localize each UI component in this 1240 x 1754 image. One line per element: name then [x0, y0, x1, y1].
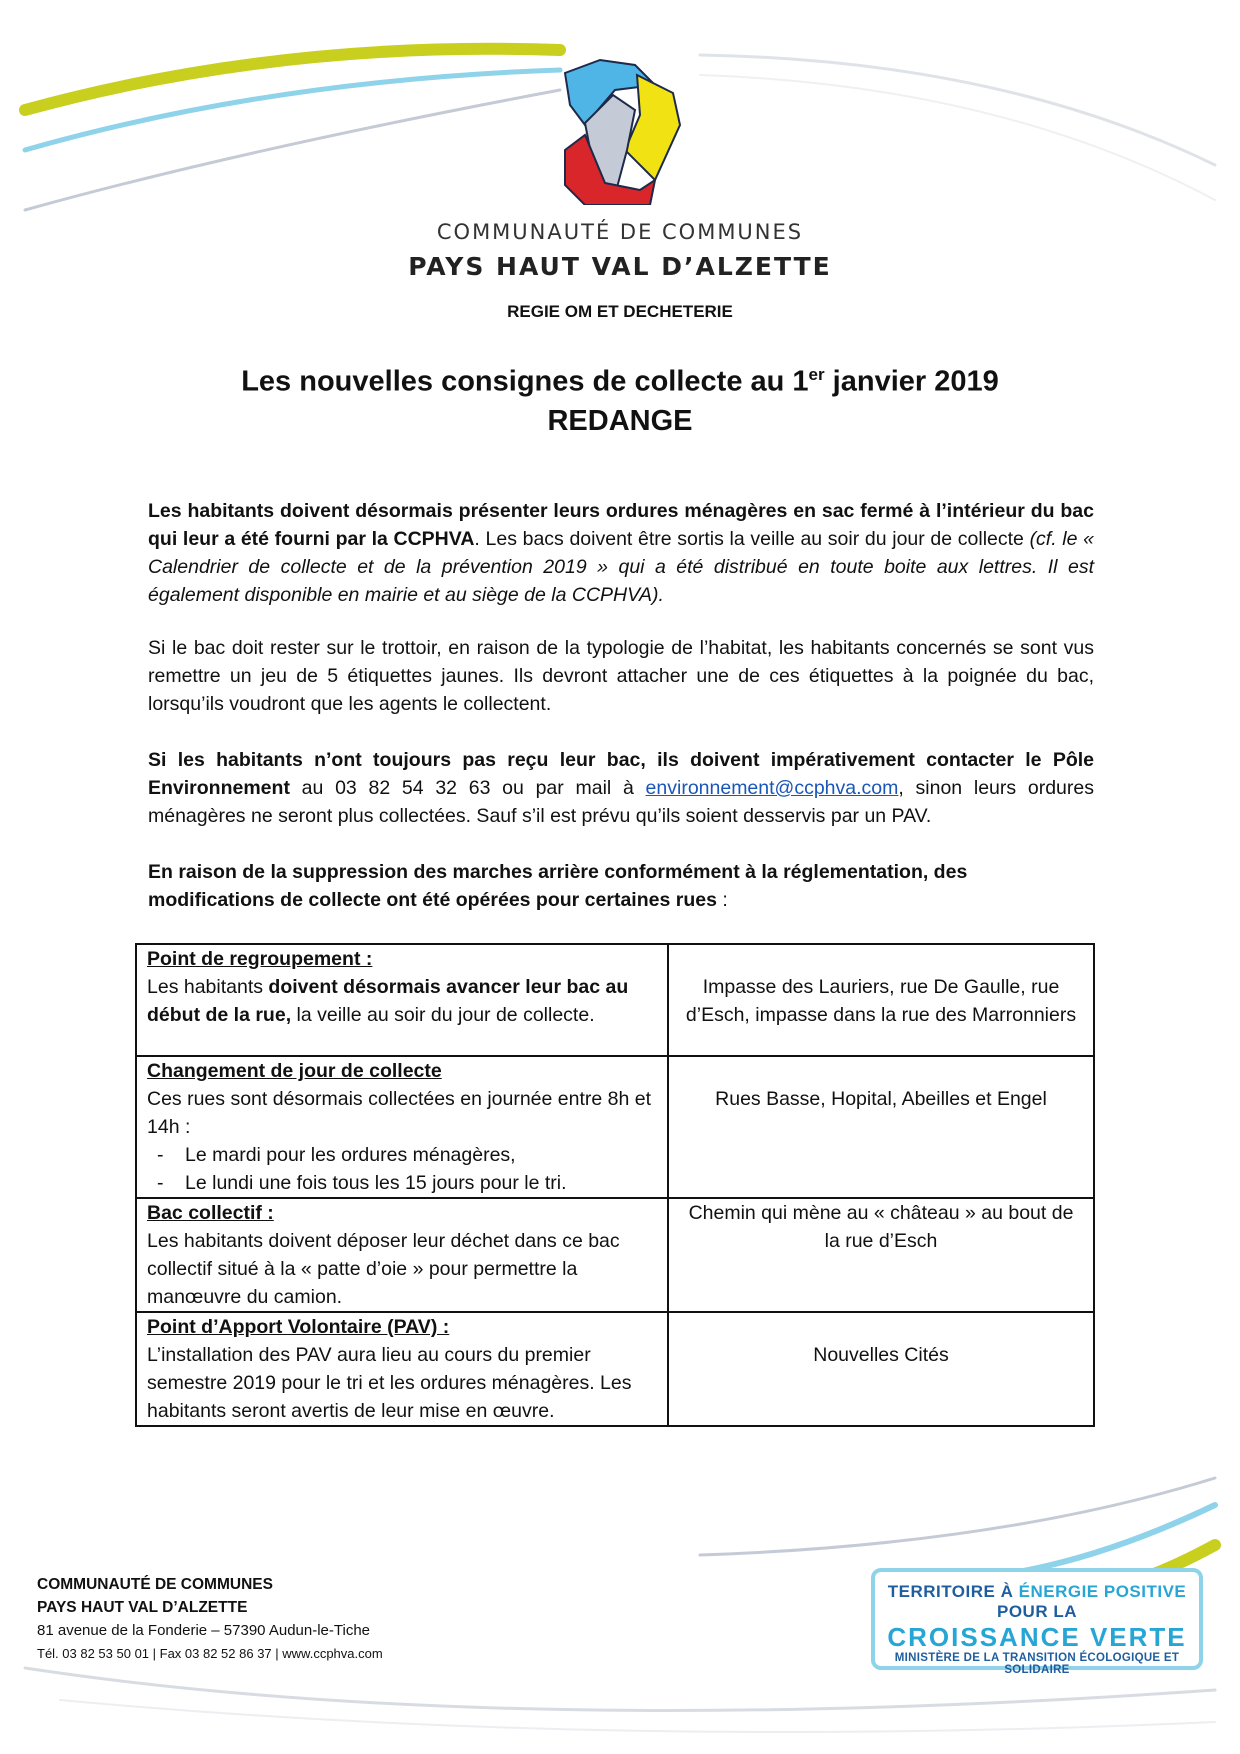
- paragraph-table-intro: En raison de la suppression des marches arrière conformément à la réglementation, des modifications de collecte ont été opérées pour certaines rues :: [148, 861, 968, 911]
- table-row: [136, 1312, 1094, 1426]
- table-row: [136, 944, 1094, 1056]
- streets-text: Nouvelles Cités: [813, 1344, 949, 1366]
- town-name: REDANGE: [547, 405, 693, 437]
- streets-cell: [668, 1312, 1094, 1426]
- badge-line3: MINISTÈRE DE LA TRANSITION ÉCOLOGIQUE ET SOLIDAIRE: [894, 1652, 1180, 1676]
- streets-text: Chemin qui mène au « château » au bout de la rue d’Esch: [688, 1202, 1074, 1252]
- org-name-line1: COMMUNAUTÉ DE COMMUNES: [436, 220, 804, 244]
- table-row: [136, 1056, 1094, 1198]
- rule-text: Ces rues sont désormais collectées en journée entre 8h et 14h :: [147, 1088, 652, 1138]
- rule-text: Les habitants doivent déposer leur déchet dans ce bac collectif situé à la « patte d’oie » pour permettre la manœuvre du camion.: [147, 1230, 620, 1308]
- paragraph-contact: Si les habitants n’ont toujours pas reçu leur bac, ils doivent impérativement contacter le Pôle Environnement au 03 82 54 32 63 ou par mail à environnement@ccphva.com, sinon leurs ordures ménagères ne seront plus collectées. Sauf s’il est prévu qu’ils soient desservis par un PAV.: [148, 749, 1094, 827]
- badge-line1: TERRITOIRE À ÉNERGIE POSITIVE POUR LA: [887, 1582, 1187, 1621]
- list-item: - Le lundi une fois tous les 15 jours pour le tri.: [157, 1172, 567, 1194]
- footer-address: 81 avenue de la Fonderie – 57390 Audun-le-Tiche: [37, 1622, 371, 1639]
- rule-cell: [136, 1312, 668, 1426]
- streets-cell: [668, 1198, 1094, 1312]
- rule-title: Bac collectif :: [147, 1202, 274, 1224]
- paragraph-bag-rule: Les habitants doivent désormais présenter leurs ordures ménagères en sac fermé à l’intérieur du bac qui leur a été fourni par la CCPHVA. Les bacs doivent être sortis la veille au soir du jour de collecte (cf. le « Calendrier de collecte et de la prévention 2019 » qui a été distribué en toute boite aux lettres. Il est également disponible en mairie et au siège de la CCPHVA).: [148, 500, 1094, 606]
- rule-title: Point d’Apport Volontaire (PAV) :: [147, 1316, 450, 1338]
- streets-cell: [668, 944, 1094, 1056]
- page-title: Les nouvelles consignes de collecte au 1er janvier 2019: [241, 365, 999, 398]
- rule-title: Changement de jour de collecte: [147, 1060, 442, 1082]
- paragraph-yellow-labels: Si le bac doit rester sur le trottoir, en raison de la typologie de l’habitat, les habitants concernés se sont vus remettre un jeu de 5 étiquettes jaunes. Ils devront attacher une de ces étiquettes à la poignée du bac, lorsqu’ils voudront que les agents le collectent.: [148, 637, 1094, 715]
- rule-cell: [136, 1198, 668, 1312]
- table-row: [136, 1198, 1094, 1312]
- streets-text: Rues Basse, Hopital, Abeilles et Engel: [715, 1088, 1047, 1110]
- rule-text: Les habitants doivent désormais avancer leur bac au début de la rue, la veille au soir du jour de collecte.: [147, 976, 629, 1026]
- rule-cell: [136, 944, 668, 1056]
- rule-cell: [136, 1056, 668, 1198]
- footer-contact: Tél. 03 82 53 50 01 | Fax 03 82 52 86 37 | www.ccphva.com: [37, 1646, 383, 1661]
- email-link[interactable]: environnement@ccphva.com: [645, 777, 899, 799]
- badge-line2: CROISSANCE VERTE: [887, 1622, 1187, 1652]
- footer-org-line1: COMMUNAUTÉ DE COMMUNES: [37, 1576, 273, 1593]
- org-name-line2: PAYS HAUT VAL D’ALZETTE: [408, 252, 832, 281]
- rule-text: L’installation des PAV aura lieu au cours du premier semestre 2019 pour le tri et les ordures ménagères. Les habitants seront avertis de leur mise en œuvre.: [147, 1344, 632, 1422]
- streets-text: Impasse des Lauriers, rue De Gaulle, rue d’Esch, impasse dans la rue des Marronniers: [685, 976, 1077, 1026]
- rule-title: Point de regroupement :: [147, 948, 373, 970]
- collection-rules-table: [135, 943, 1095, 1427]
- footer-address-block: [37, 1573, 383, 1665]
- list-item: - Le mardi pour les ordures ménagères,: [157, 1144, 516, 1166]
- footer-org-line2: PAYS HAUT VAL D’ALZETTE: [37, 1599, 248, 1616]
- streets-cell: [668, 1056, 1094, 1198]
- ccphva-logo: [545, 55, 695, 205]
- tepcv-badge: [871, 1568, 1203, 1676]
- service-name: REGIE OM ET DECHETERIE: [507, 302, 733, 321]
